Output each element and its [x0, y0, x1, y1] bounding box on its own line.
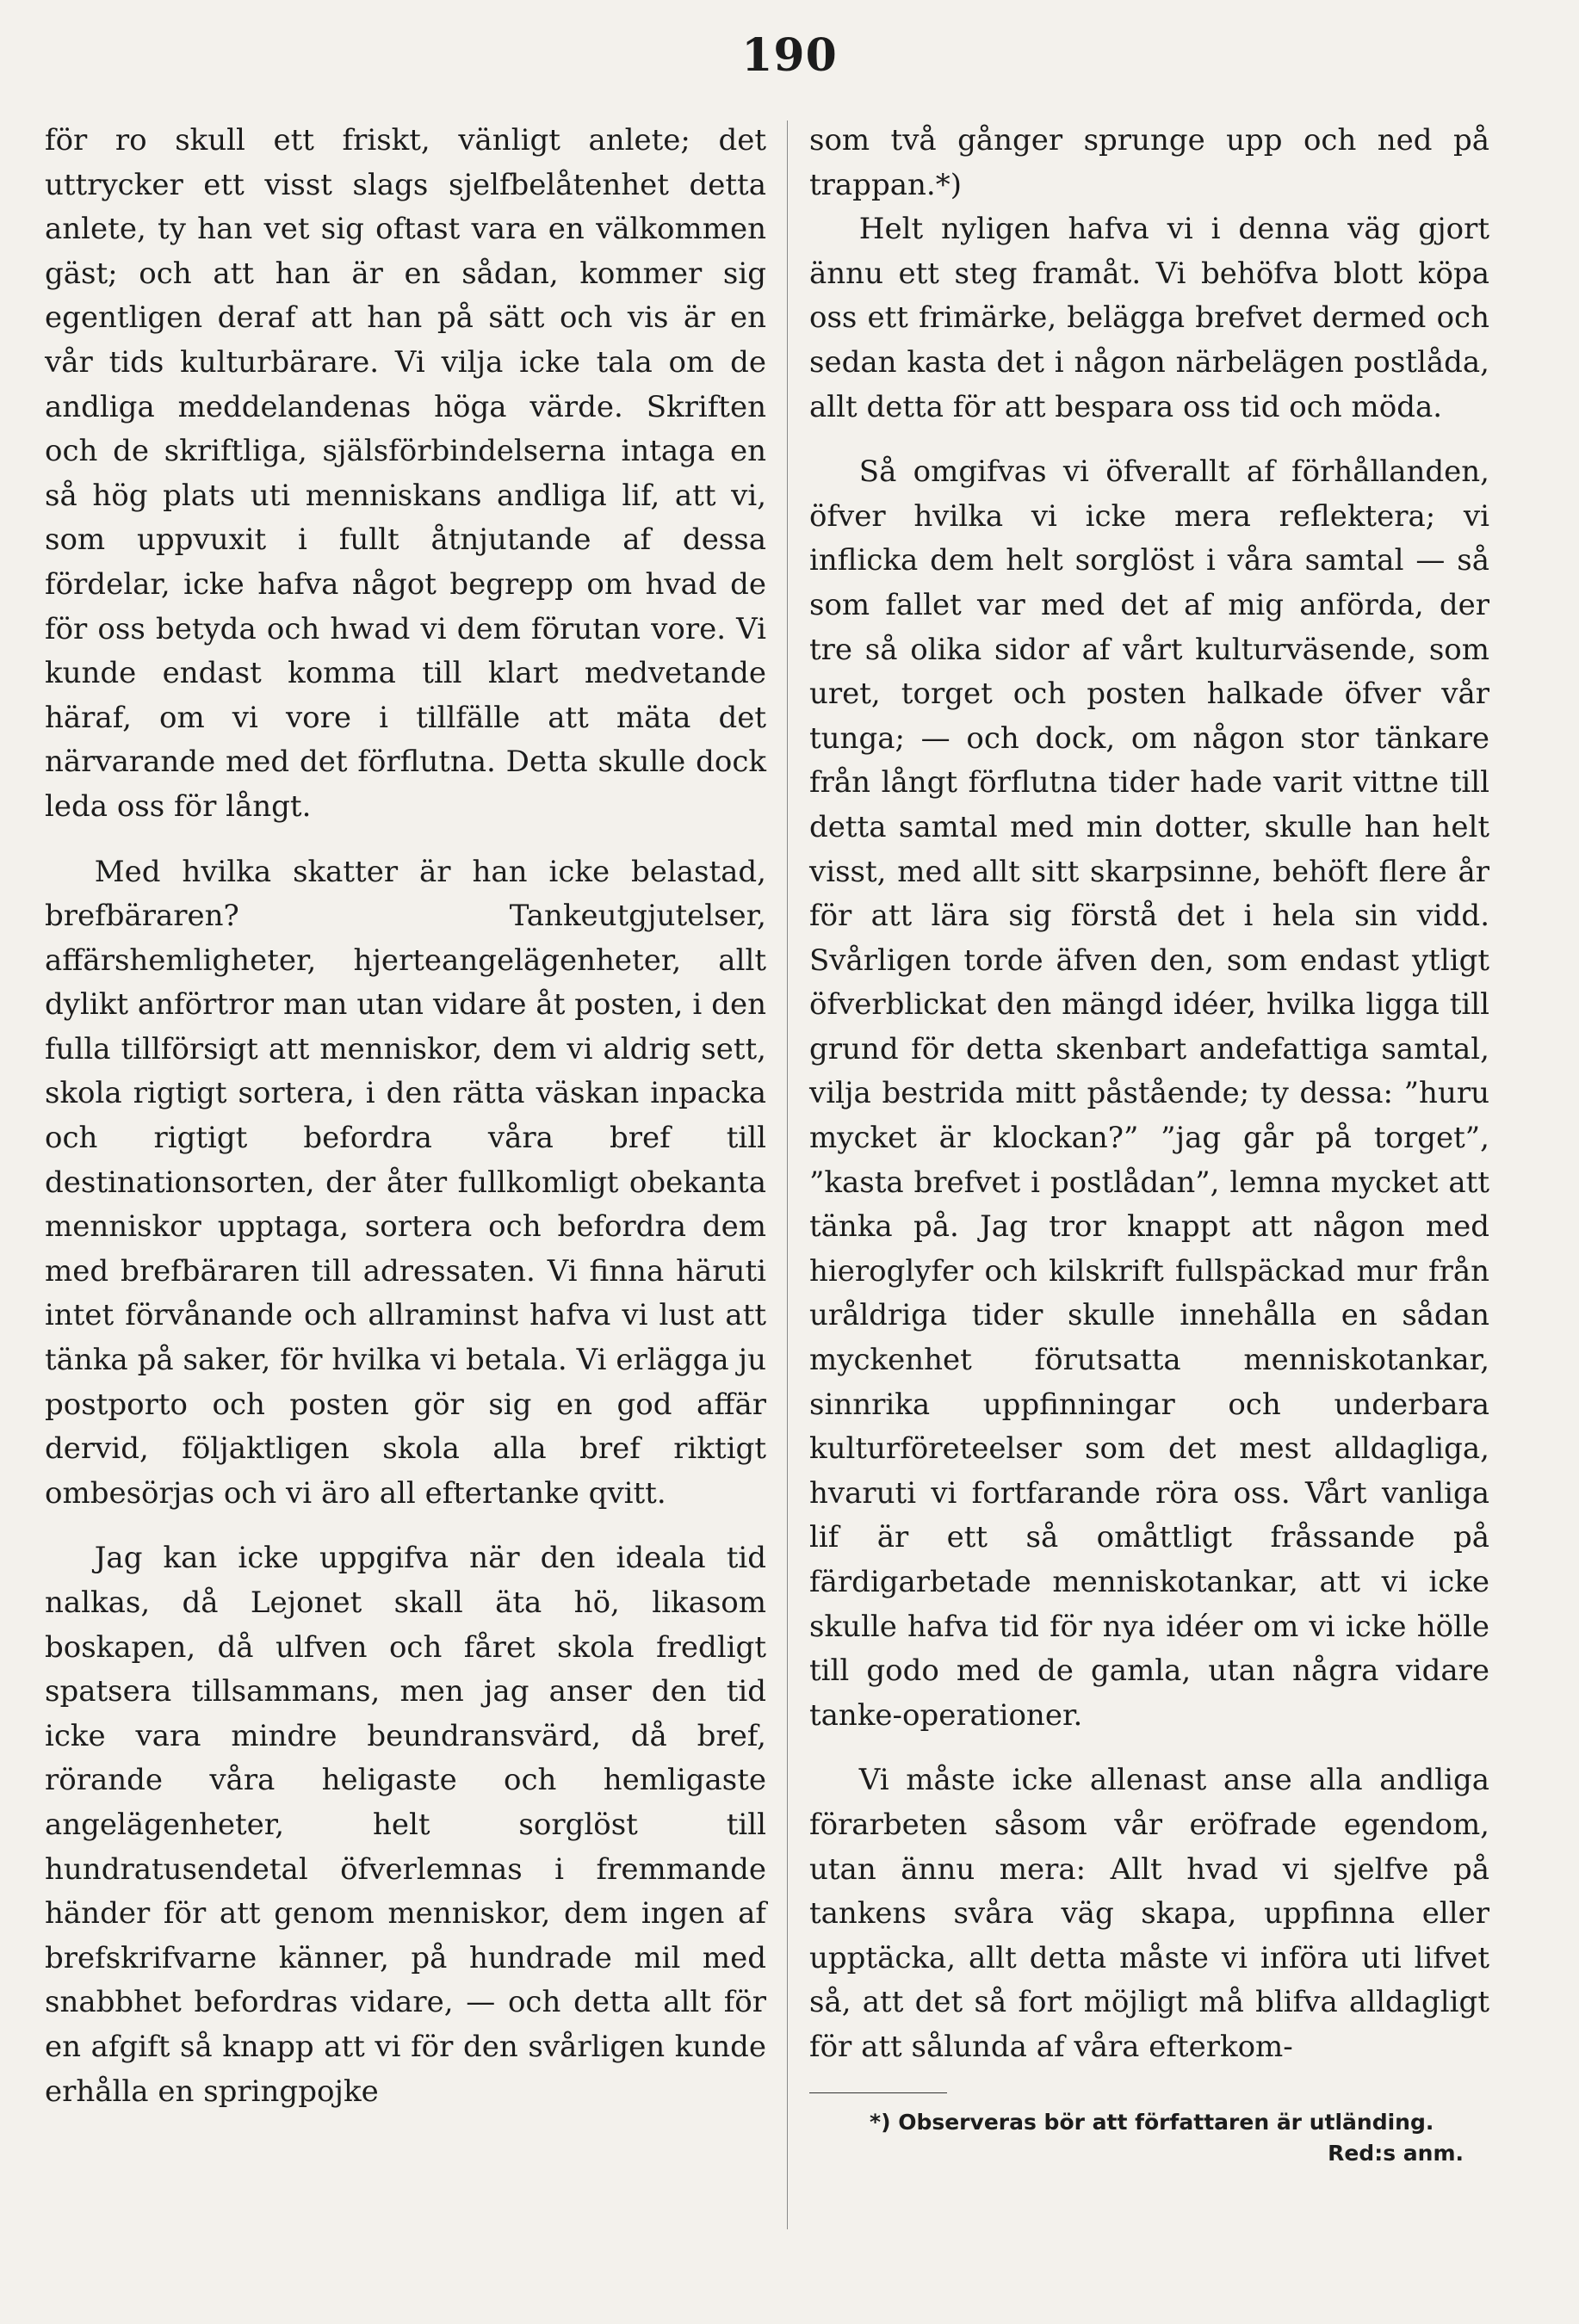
left-column: [45, 119, 766, 2114]
paragraph: Vi måste icke allenast anse alla andliga förarbeten såsom vår eröfrade egendom, utan ännu mera: Allt hvad vi sjelfve på tankens svåra väg skapa, uppfinna eller upptäcka, allt detta måste vi införa uti lifvet så, att det så fort möjligt må blifva alldagligt för att sålunda af våra efterkom-: [809, 1763, 1489, 2064]
paragraph: Så omgifvas vi öfverallt af förhållanden, öfver hvilka vi icke mera reflektera; vi inflicka dem helt sorglöst i våra samtal — så som fallet var med det af mig anförda, der tre så olika sidor af vårt kulturväsende, som uret, torget och posten halkade öfver vår tunga; — och dock, om någon stor tänkare från långt förflutna tider hade varit vittne till detta samtal med min dotter, skulle han helt visst, med allt sitt skarpsinne, behöft flere år för att lära sig förstå det i hela sin vidd. Svårligen torde äfven den, som endast ytligt öfverblickat den mängd idéer, hvilka ligga till grund för detta skenbart andefattiga samtal, vilja bestrida mitt påstående; ty dessa: ”huru mycket är klockan?” ”jag går på torget”, ”kasta brefvet i postlådan”, lemna mycket att tänka på. Jag tror knappt att någon med hieroglyfer och kilskrift fullspäckad mur från uråldriga tider skulle innehålla en sådan myckenhet förutsatta menniskotankar, sinnrika uppfinningar och underbara kulturföreteelser som det mest alldagliga, hvaruti vi fortfarande röra oss. Vårt vanliga lif är ett så omåttligt fråssande på färdigarbetade menniskotankar, att vi icke skulle hafva tid för nya idéer om vi icke hölle till godo med de gamla, utan några vidare tanke-operationer.: [809, 454, 1489, 1733]
paragraph: Med hvilka skatter är han icke belastad, brefbäraren? Tankeutgjutelser, affärshemligheter, hjerteangelägenheter, allt dylikt anförtror man utan vidare åt posten, i den fulla tillförsigt att menniskor, dem vi aldrig sett, skola rigtigt sortera, i den rätta väskan inpacka och rigtigt befordra våra bref till destinationsorten, der åter fullkomligt obekanta menniskor upptaga, sortera och befordra dem med brefbäraren till adressaten. Vi finna häruti intet förvånande och allraminst hafva vi lust att tänka på saker, för hvilka vi betala. Vi erlägga ju postporto och posten gör sig en god affär dervid, följaktligen skola alla bref riktigt ombesörjas och vi äro all eftertanke qvitt.: [45, 854, 766, 1511]
paragraph: Jag kan icke uppgifva när den ideala tid nalkas, då Lejonet skall äta hö, likasom boskapen, då ulfven och fåret skola fredligt spatsera tillsammans, men jag anser den tid icke vara mindre beundransvärd, då bref, rörande våra heligaste och hemligaste angelägenheter, helt sorglöst till hundratusendetal öfverlemnas i fremmande händer för att genom menniskor, dem ingen af brefskrifvarne känner, på hundrade mil med snabbhet befordras vidare, — och detta allt för en afgift så knapp att vi för den svårligen kunde erhålla en springpojke: [45, 1541, 766, 2109]
paragraph: Helt nyligen hafva vi i denna väg gjort ännu ett steg framåt. Vi behöfva blott köpa oss ett frimärke, belägga brefvet dermed och sedan kasta det i någon närbelägen postlåda, allt detta för att bespara oss tid och möda.: [809, 212, 1489, 424]
column-divider: [787, 121, 788, 2229]
footnote-rule: [809, 2092, 947, 2093]
paragraph: som två gånger sprunge upp och ned på trappan.*): [809, 123, 1489, 202]
page-number: 190: [741, 29, 838, 82]
footnote-signature: Red:s anm.: [1328, 2140, 1464, 2166]
paragraph: för ro skull ett friskt, vänligt anlete; det uttrycker ett visst slags sjelfbelåtenhet detta anlete, ty han vet sig oftast vara en välkommen gäst; och att han är en sådan, kommer sig egentligen deraf att han på sätt och vis är en vår tids kulturbärare. Vi vilja icke tala om de andliga meddelandenas höga värde. Skriften och de skriftliga, själsförbindelserna intaga en så hög plats uti menniskans andliga lif, att vi, som uppvuxit i fullt åtnjutande af dessa fördelar, icke hafva något begrepp om hvad de för oss betyda och hwad vi dem förutan vore. Vi kunde endast komma till klart medvetande häraf, om vi vore i tillfälle att mäta det närvarande med det förflutna. Detta skulle dock leda oss för långt.: [45, 123, 766, 824]
right-column: [809, 119, 1489, 2169]
footnote: [809, 2107, 1489, 2169]
footnote-text: *) Observeras bör att författaren är utländing.: [870, 2109, 1434, 2135]
